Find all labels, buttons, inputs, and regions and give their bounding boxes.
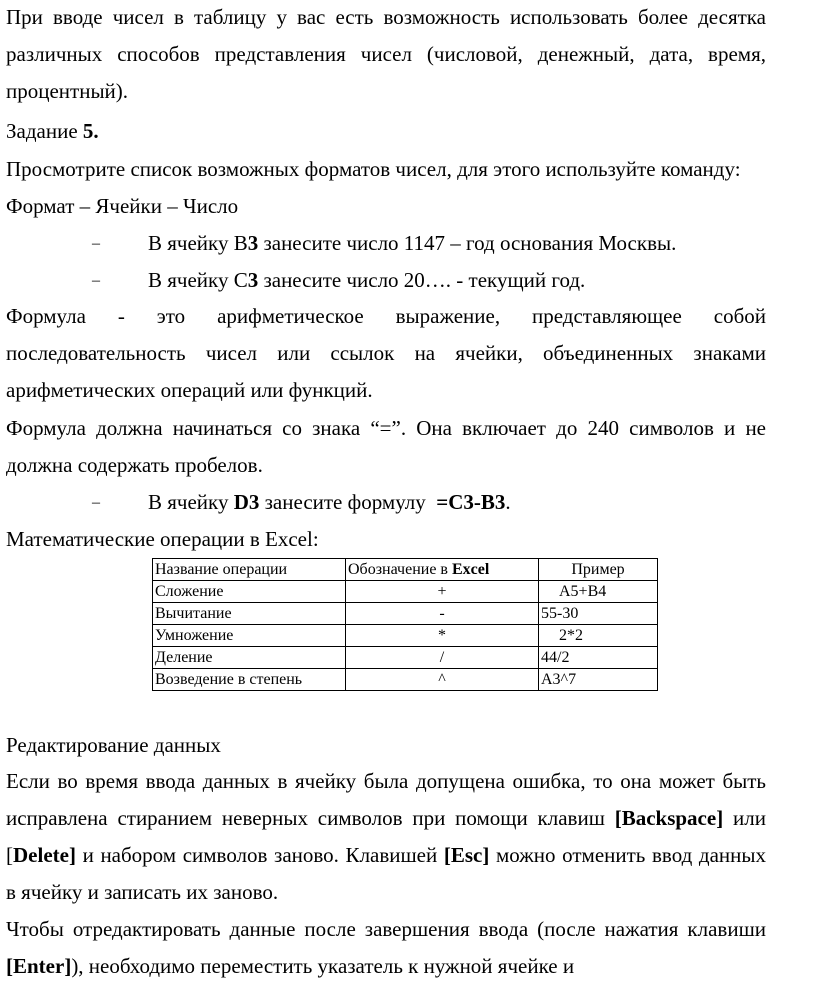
op-example: 2*2	[539, 625, 658, 647]
op-example: 44/2	[539, 647, 658, 669]
table-row	[153, 603, 658, 625]
header-symbol-pre: Обозначение в	[348, 561, 452, 578]
after-text-2: ), необходимо переместить указатель к нужной ячейке и	[71, 954, 575, 978]
op-name: Умножение	[153, 625, 346, 647]
view-formats-text: Просмотрите список возможных форматов чисел, для этого используйте команду:	[6, 157, 741, 181]
delete-key: Delete]	[13, 843, 76, 867]
header-operation-name: Название операции	[153, 559, 346, 581]
step-d3	[6, 484, 766, 521]
op-example: A3^7	[539, 669, 658, 691]
esc-key: [Esc]	[443, 843, 490, 867]
table-header-row	[153, 559, 658, 581]
formula-definition: Формула - это арифметическое выражение, представляющее собой последовательность чисел или ссылок на ячейки, объединенных знаками арифметических операций или функций.	[6, 304, 766, 402]
bullet-dash: –	[92, 494, 100, 511]
step-b3-post: занесите число 1147 – год основания Москвы.	[258, 231, 677, 255]
step-d3-text	[148, 484, 511, 521]
op-symbol: -	[346, 603, 539, 625]
table-row	[153, 581, 658, 603]
math-ops-title: Математические операции в Excel:	[6, 527, 319, 551]
step-b3-bold: 3	[247, 231, 259, 255]
op-symbol: /	[346, 647, 539, 669]
bullet-dash: –	[92, 272, 100, 289]
step-c3-bold: 3	[247, 268, 259, 292]
table-row	[153, 647, 658, 669]
step-d3-formula: =C3-B3	[436, 490, 506, 514]
step-b3	[6, 225, 766, 262]
step-b3-pre: В ячейку B	[148, 231, 248, 255]
op-name: Деление	[153, 647, 346, 669]
op-symbol: *	[346, 625, 539, 647]
op-name: Возведение в степень	[153, 669, 346, 691]
step-c3-post: занесите число 20…. - текущий год.	[258, 268, 586, 292]
table-row	[153, 625, 658, 647]
bullet-dash: –	[92, 235, 100, 252]
task-heading	[6, 113, 99, 150]
editing-text-3: и набором символов заново. Клавишей	[75, 843, 444, 867]
op-name: Сложение	[153, 581, 346, 603]
op-example: A5+B4	[539, 581, 658, 603]
operations-table	[152, 558, 658, 691]
editing-text-1: Если во время ввода данных в ячейку была допущена ошибка, то она может быть исправлена стиранием неверных символов при помощи клавиш	[6, 769, 766, 830]
editing-title: Редактирование данных	[6, 733, 221, 757]
menu-path: Формат – Ячейки – Число	[6, 194, 239, 218]
step-d3-pre: В ячейку	[148, 490, 234, 514]
op-symbol: +	[346, 581, 539, 603]
editing-text-2: или [	[6, 806, 766, 867]
formula-rule: Формула должна начинаться со знака “=”. Она включает до 240 символов и не должна содержать пробелов.	[6, 416, 766, 477]
intro-paragraph: При вводе чисел в таблицу у вас есть возможность использовать более десятка различных способов представления чисел (числовой, денежный, дата, время, процентный).	[6, 5, 766, 103]
step-d3-cell: D3	[233, 490, 260, 514]
table-row	[153, 669, 658, 691]
task-number: 5.	[82, 119, 99, 143]
header-example: Пример	[539, 559, 658, 581]
step-d3-mid: занесите формулу	[259, 490, 437, 514]
header-symbol	[346, 559, 539, 581]
step-c3	[6, 262, 766, 299]
step-d3-post: .	[505, 490, 511, 514]
step-b3-text	[148, 225, 676, 262]
editing-text-4: можно отменить ввод данных в ячейку и записать их заново.	[6, 843, 766, 904]
header-symbol-bold: Excel	[451, 561, 490, 578]
op-example: 55-30	[539, 603, 658, 625]
editing-paragraph	[6, 763, 766, 911]
after-text-1: Чтобы отредактировать данные после завершения ввода (после нажатия клавиши	[6, 917, 766, 941]
enter-key: [Enter]	[6, 954, 72, 978]
task-prefix: Задание	[6, 119, 83, 143]
step-c3-text	[148, 262, 585, 299]
after-paragraph	[6, 911, 766, 985]
backspace-key: [Backspace]	[614, 806, 724, 830]
op-symbol: ^	[346, 669, 539, 691]
step-c3-pre: В ячейку C	[148, 268, 248, 292]
op-name: Вычитание	[153, 603, 346, 625]
